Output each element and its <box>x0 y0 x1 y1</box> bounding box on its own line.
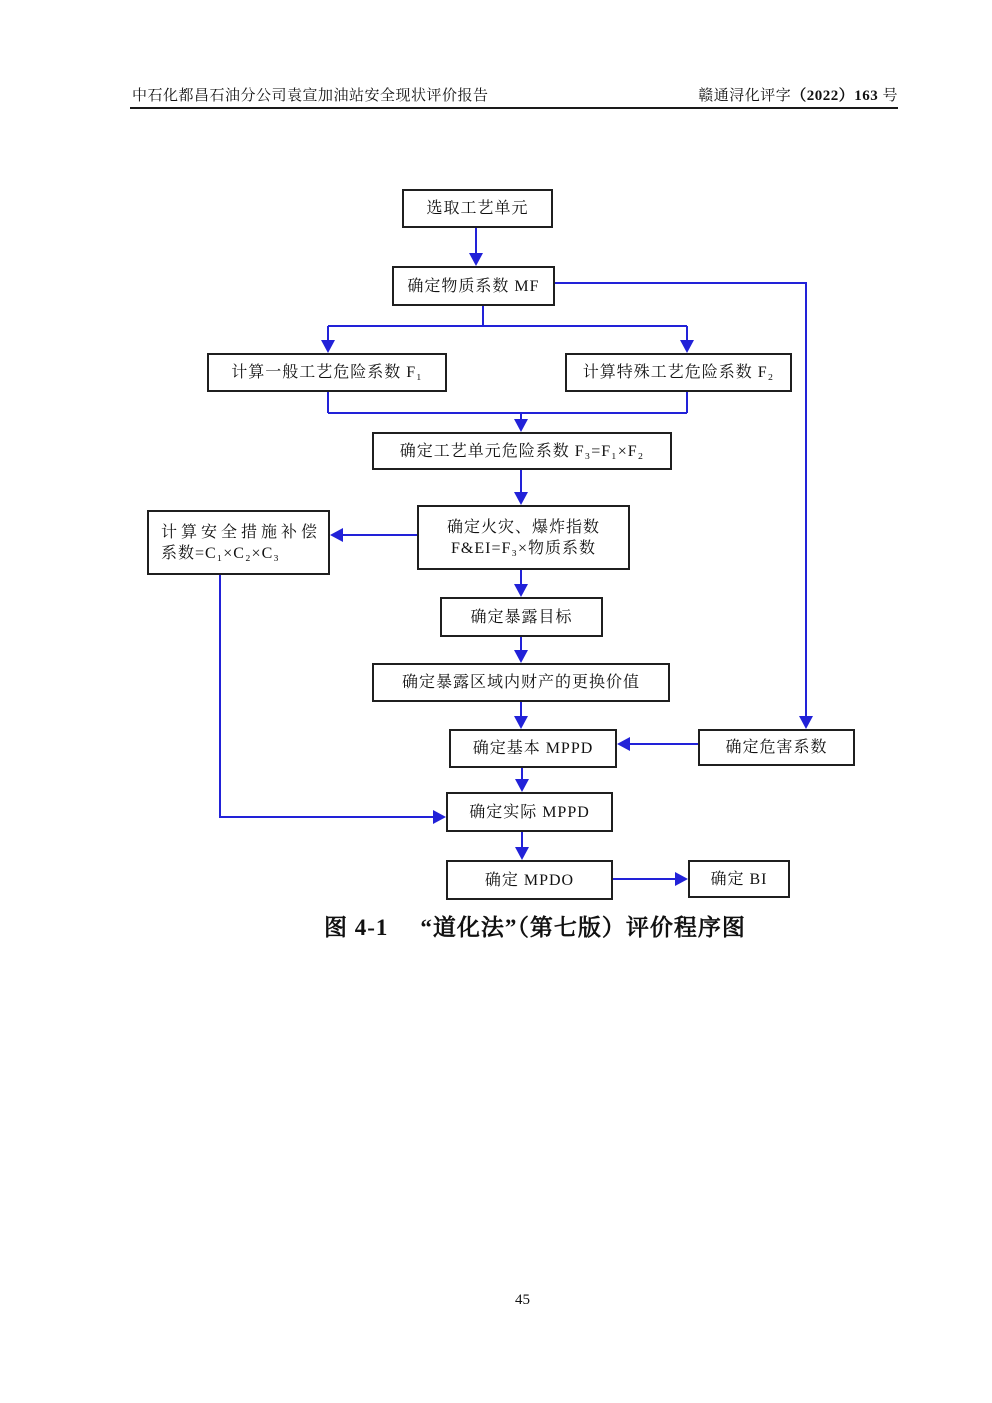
flow-node-bi <box>688 860 790 898</box>
flow-node-unit-hazard-f3 <box>372 432 672 470</box>
flow-node-mpdo <box>446 860 613 900</box>
flow-node-special-process-hazard-f2 <box>565 353 792 392</box>
header-left-title: 中石化都昌石油分公司袁宣加油站安全现状评价报告 <box>132 88 489 104</box>
flow-node-exposure-target <box>440 597 603 637</box>
flow-node-safety-compensation <box>147 510 330 575</box>
flow-node-label-line1: 计算安全措施补偿 <box>161 523 322 541</box>
doc-number-value: （2022）163 <box>791 88 879 104</box>
flow-node-label: 确定实际 MPPD <box>469 803 590 821</box>
flow-node-label: 确定工艺单元危险系数 F₃=F₁×F₂ <box>399 442 645 460</box>
flow-node-general-process-hazard-f1 <box>207 353 447 392</box>
flow-node-actual-mppd <box>446 792 613 832</box>
flow-node-label: 确定暴露区域内财产的更换价值 <box>401 674 640 691</box>
flow-node-label-line2: 系数=C₁×C₂×C₃ <box>161 544 280 562</box>
flow-node-damage-factor <box>698 729 855 766</box>
figure-caption-label: 图 4-1 <box>324 915 389 940</box>
doc-number-suffix: 号 <box>878 88 898 104</box>
figure-caption <box>324 909 746 942</box>
page-number: 45 <box>515 1292 530 1308</box>
flow-node-material-factor-mf <box>392 266 555 306</box>
flow-node-label: 确定暴露目标 <box>470 608 573 626</box>
flow-node-label: 选取工艺单元 <box>426 200 529 217</box>
doc-number-prefix: 赣通浔化评字 <box>698 88 792 104</box>
flow-node-label: 确定 BI <box>710 870 768 888</box>
figure-caption-title: “道化法”（第七版）评价程序图 <box>420 915 746 940</box>
flow-node-label: 确定基本 MPPD <box>472 740 594 757</box>
flow-node-fire-explosion-index <box>417 505 630 570</box>
flow-node-label: 确定物质系数 MF <box>407 277 540 295</box>
flow-node-label-line2: F&EI=F₃×物质系数 <box>451 539 596 557</box>
flow-node-label: 计算一般工艺危险系数 F₁ <box>231 364 423 381</box>
flow-node-replacement-value <box>372 663 670 702</box>
flow-node-base-mppd <box>449 729 617 768</box>
flow-node-label-line1: 确定火灾、爆炸指数 <box>446 518 600 536</box>
flow-node-label: 计算特殊工艺危险系数 F₂ <box>582 364 775 381</box>
flow-node-select-unit <box>402 189 553 228</box>
flow-node-label: 确定危害系数 <box>725 739 828 756</box>
flow-node-label: 确定 MPDO <box>484 871 575 889</box>
